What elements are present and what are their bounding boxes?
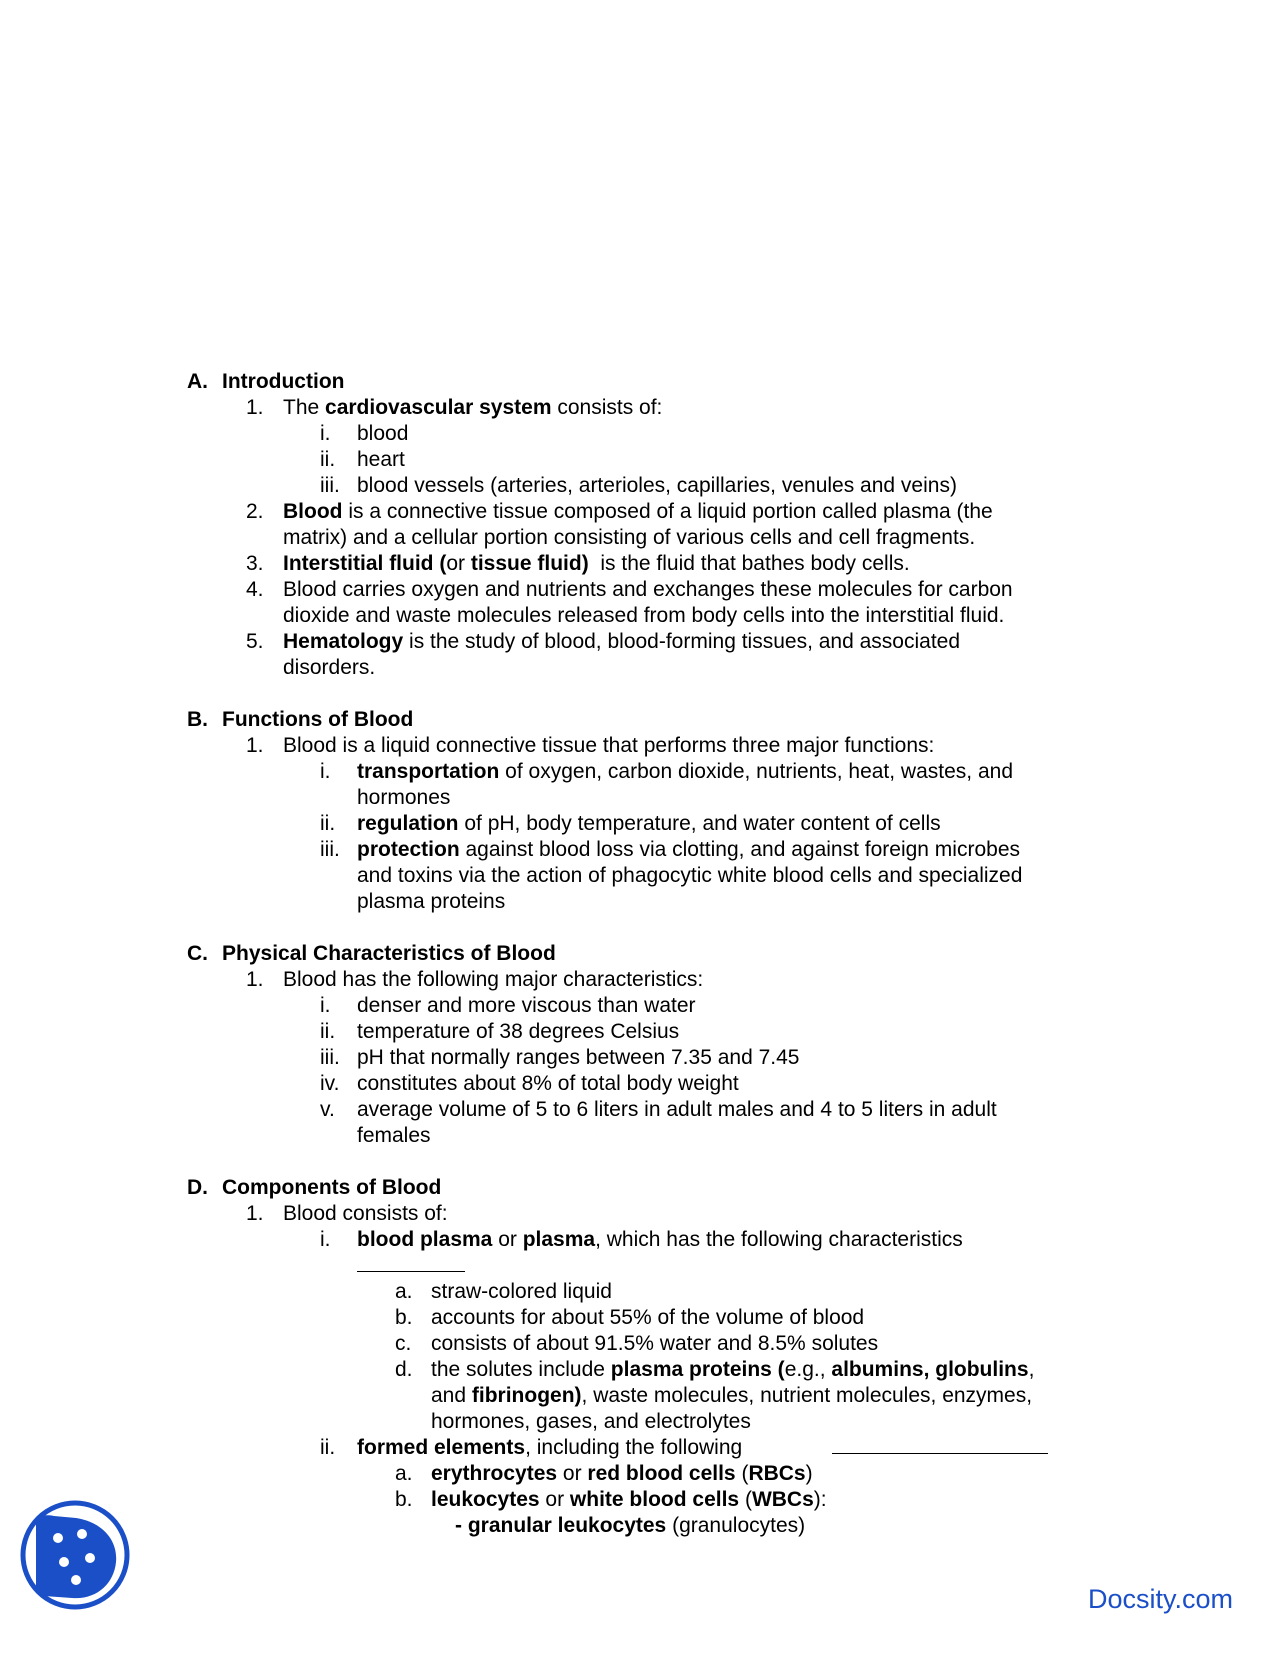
list-item: Blood consists of: <box>283 1202 448 1225</box>
list-number: c. <box>395 1332 412 1355</box>
section-c-letter: C. <box>187 942 208 965</box>
section-c-title: Physical Characteristics of Blood <box>222 942 556 965</box>
list-number: i. <box>320 1228 331 1251</box>
list-number: 1. <box>246 734 264 757</box>
list-item: denser and more viscous than water <box>357 994 696 1017</box>
list-item: formed elements, including the following <box>357 1436 743 1459</box>
fill-in-blank <box>832 1435 1048 1461</box>
list-item: the solutes include plasma proteins (e.g., albumins, globulins, <box>431 1358 1035 1381</box>
list-item: The cardiovascular system consists of: <box>283 396 663 419</box>
list-number: 3. <box>246 552 264 575</box>
list-number: iii. <box>320 838 340 861</box>
section-d-title: Components of Blood <box>222 1176 442 1199</box>
list-item: temperature of 38 degrees Celsius <box>357 1020 680 1043</box>
list-number: iii. <box>320 474 340 497</box>
section-a-letter: A. <box>187 370 208 393</box>
list-item: constitutes about 8% of total body weight <box>357 1072 739 1095</box>
list-item: regulation of pH, body temperature, and water content of cells <box>357 812 941 835</box>
list-item: consists of about 91.5% water and 8.5% solutes <box>431 1332 879 1355</box>
list-number: ii. <box>320 1020 336 1043</box>
list-number: 1. <box>246 968 264 991</box>
section-d-letter: D. <box>187 1176 208 1199</box>
section-a-title: Introduction <box>222 370 345 393</box>
list-number: 5. <box>246 630 264 653</box>
list-number: 2. <box>246 500 264 523</box>
list-item: accounts for about 55% of the volume of blood <box>431 1306 865 1329</box>
list-item: erythrocytes or red blood cells (RBCs) <box>431 1462 813 1485</box>
list-number: ii. <box>320 1436 336 1459</box>
list-number: i. <box>320 760 331 783</box>
list-number: a. <box>395 1280 413 1303</box>
list-item-continuation: dioxide and waste molecules released from body cells into the interstitial fluid. <box>283 604 1005 627</box>
list-item: Blood has the following major characteristics: <box>283 968 704 991</box>
section-b-title: Functions of Blood <box>222 708 414 731</box>
list-item: leukocytes or white blood cells (WBCs): <box>431 1488 827 1511</box>
list-number: 4. <box>246 578 264 601</box>
list-item: heart <box>357 448 405 471</box>
list-item: - granular leukocytes (granulocytes) <box>455 1514 806 1537</box>
list-item: Blood carries oxygen and nutrients and exchanges these molecules for carbon <box>283 578 1013 601</box>
section-b-letter: B. <box>187 708 208 731</box>
list-item: Hematology is the study of blood, blood-forming tissues, and associated <box>283 630 961 653</box>
list-item: transportation of oxygen, carbon dioxide, nutrients, heat, wastes, and <box>357 760 1013 783</box>
list-number: iv. <box>320 1072 340 1095</box>
list-item: blood vessels (arteries, arterioles, capillaries, venules and veins) <box>357 474 957 497</box>
list-item: protection against blood loss via clotting, and against foreign microbes <box>357 838 1020 861</box>
list-item-continuation: disorders. <box>283 656 376 679</box>
list-number: i. <box>320 994 331 1017</box>
list-number: v. <box>320 1098 335 1121</box>
list-item: Blood is a liquid connective tissue that performs three major functions: <box>283 734 935 757</box>
list-number: i. <box>320 422 331 445</box>
fill-in-blank <box>357 1253 465 1279</box>
list-item-continuation: hormones, gases, and electrolytes <box>431 1410 751 1433</box>
list-number: b. <box>395 1488 413 1511</box>
list-number: iii. <box>320 1046 340 1069</box>
list-item-continuation: and toxins via the action of phagocytic white blood cells and specialized <box>357 864 1023 887</box>
docsity-logo-icon[interactable] <box>20 1500 130 1610</box>
list-item: blood plasma or plasma, which has the following characteristics <box>357 1228 963 1251</box>
list-number: ii. <box>320 448 336 471</box>
list-number: d. <box>395 1358 413 1381</box>
list-number: a. <box>395 1462 413 1485</box>
list-item-continuation: females <box>357 1124 431 1147</box>
list-item-continuation: and fibrinogen), waste molecules, nutrient molecules, enzymes, <box>431 1384 1033 1407</box>
docsity-brand-link[interactable]: Docsity.com <box>1088 1584 1234 1614</box>
list-number: ii. <box>320 812 336 835</box>
list-number: 1. <box>246 1202 264 1225</box>
list-item: pH that normally ranges between 7.35 and 7.45 <box>357 1046 800 1069</box>
list-item: blood <box>357 422 409 445</box>
list-item-continuation: plasma proteins <box>357 890 506 913</box>
list-item-continuation: matrix) and a cellular portion consisting of various cells and cell fragments. <box>283 526 976 549</box>
list-item-continuation: hormones <box>357 786 451 809</box>
list-item: straw-colored liquid <box>431 1280 612 1303</box>
list-item: Blood is a connective tissue composed of a liquid portion called plasma (the <box>283 500 993 523</box>
list-number: 1. <box>246 396 264 419</box>
list-number: b. <box>395 1306 413 1329</box>
list-item: average volume of 5 to 6 liters in adult males and 4 to 5 liters in adult <box>357 1098 997 1121</box>
list-item: Interstitial fluid (or tissue fluid) is the fluid that bathes body cells. <box>283 552 910 575</box>
